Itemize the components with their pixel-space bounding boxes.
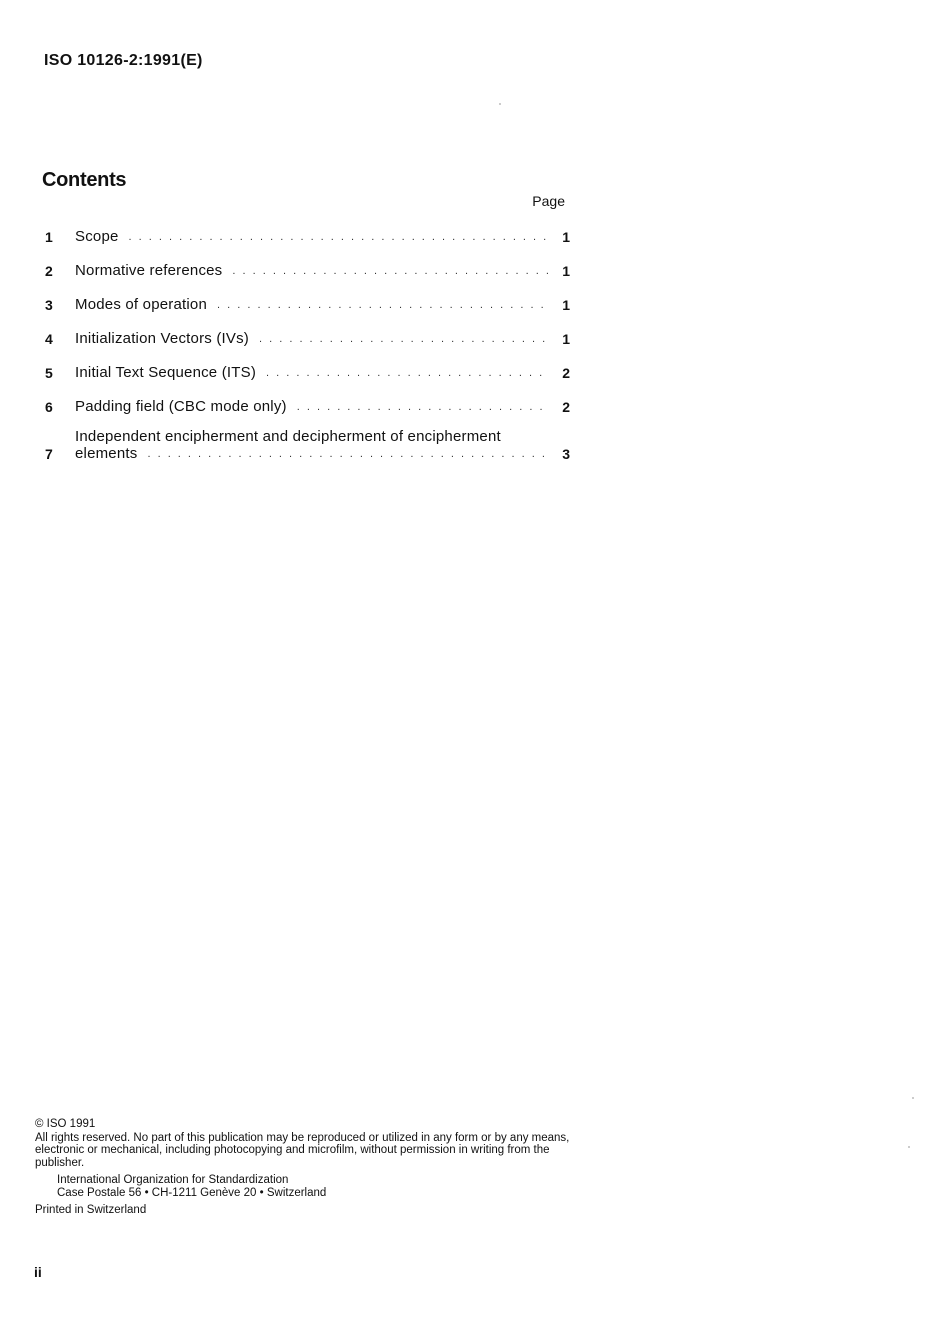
toc-entry-number: 4 [45, 331, 53, 347]
toc-entry-title: Modes of operation [75, 296, 208, 313]
toc-dot-leader [266, 368, 550, 378]
toc-entry-page: 1 [562, 229, 570, 245]
toc-entry-title: Initial Text Sequence (ITS) [75, 364, 257, 381]
page-column-label: Page [532, 193, 565, 209]
toc-entry[interactable] [45, 428, 570, 462]
toc-entry-page: 3 [562, 446, 570, 462]
toc-dot-leader [129, 232, 550, 242]
contents-heading: Contents [42, 169, 127, 191]
toc-entry[interactable] [45, 326, 570, 347]
toc-entry-page: 1 [562, 263, 570, 279]
toc-entry[interactable] [45, 224, 570, 245]
document-id: ISO 10126-2:1991(E) [44, 52, 203, 69]
toc-entry-title: Initialization Vectors (IVs) [75, 330, 249, 347]
table-of-contents [45, 224, 570, 462]
toc-entry-body [75, 296, 570, 313]
toc-dot-leader [217, 300, 550, 310]
toc-entry[interactable] [45, 258, 570, 279]
toc-entry-title: Independent encipherment and decipherment of encipherment [75, 428, 501, 445]
toc-entry-number: 2 [45, 263, 53, 279]
publisher-address [57, 1174, 575, 1199]
toc-entry-number: 3 [45, 297, 53, 313]
toc-entry-number: 1 [45, 229, 53, 245]
toc-entry[interactable] [45, 292, 570, 313]
toc-entry-title-line2: elements [75, 445, 138, 462]
toc-entry-page: 1 [562, 331, 570, 347]
toc-dot-leader [232, 266, 550, 276]
toc-dot-leader [259, 334, 550, 344]
toc-entry-body [75, 330, 570, 347]
copyright-notice: © ISO 1991 [35, 1118, 96, 1130]
printed-in: Printed in Switzerland [35, 1204, 147, 1216]
toc-entry-title-continuation [75, 445, 570, 462]
scan-speck [912, 1097, 914, 1099]
toc-dot-leader [147, 449, 550, 459]
toc-entry-page: 1 [562, 297, 570, 313]
toc-entry[interactable] [45, 360, 570, 381]
copyright-block [35, 1118, 575, 1217]
toc-entry-body [75, 262, 570, 279]
toc-entry-body [75, 428, 570, 462]
toc-entry-number: 6 [45, 399, 53, 415]
scan-speck [908, 1146, 910, 1148]
toc-entry[interactable] [45, 394, 570, 415]
toc-entry-page: 2 [562, 365, 570, 381]
scan-speck [499, 103, 501, 105]
postal-address: Case Postale 56 • CH-1211 Genève 20 • Switzerland [57, 1186, 327, 1199]
toc-entry-body [75, 364, 570, 381]
toc-dot-leader [297, 402, 550, 412]
toc-entry-number: 5 [45, 365, 53, 381]
page-number: ii [34, 1264, 42, 1280]
toc-entry-title: Normative references [75, 262, 223, 279]
toc-entry-title: Padding field (CBC mode only) [75, 398, 287, 415]
toc-entry-number: 7 [45, 446, 53, 462]
organization-name: International Organization for Standardization [57, 1174, 289, 1186]
toc-entry-page: 2 [562, 399, 570, 415]
toc-entry-body [75, 228, 570, 245]
toc-entry-body [75, 398, 570, 415]
toc-entry-title: Scope [75, 228, 119, 245]
rights-statement: All rights reserved. No part of this publication may be reproduced or utilized in any form or by any means, electronic or mechanical, including photocopying and microfilm, without permission in writing from the publisher. [35, 1131, 570, 1169]
